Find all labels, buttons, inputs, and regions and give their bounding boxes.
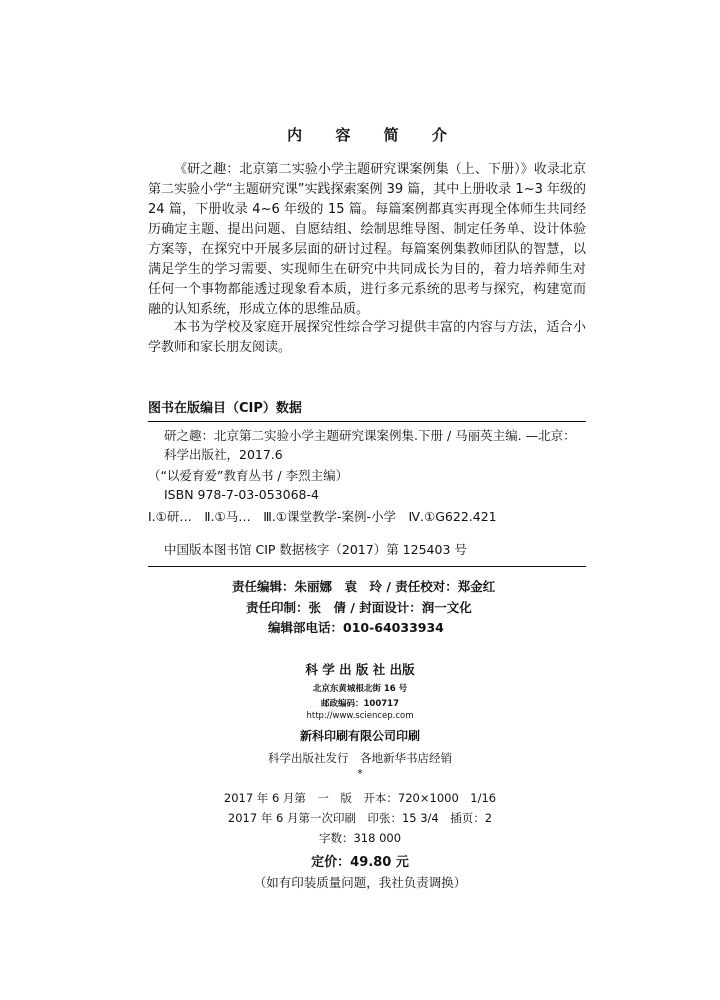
cip-bibliographic-entry: 研之趣：北京第二实验小学主题研究课案例集.下册 / 马丽英主编. —北京：科学出版社，2017.6 — [164, 428, 576, 462]
cip-series: （“以爱育爱”教育丛书 / 李烈主编） — [148, 468, 349, 483]
publisher-zip: 邮政编码：100717 — [321, 699, 399, 709]
edition-info: 2017 年 6 月第 一 版 开本：720×1000 1/16 — [223, 791, 497, 805]
intro-paragraph-2: 本书为学校及家庭开展探究性综合学习提供丰富的内容与方法，适合小学教师和家长朋友阅读。 — [148, 320, 586, 355]
publisher-url: http://www.sciencep.com — [306, 711, 414, 721]
cip-record-number: 中国版本图书馆 CIP 数据核字（2017）第 125403 号 — [164, 542, 467, 557]
page-title: 内 容 简 介 — [287, 126, 461, 144]
cip-heading: 图书在版编目（CIP）数据 — [148, 401, 302, 416]
word-count: 字数：318 000 — [318, 831, 402, 845]
distribution-info: 科学出版社发行 各地新华书店经销 — [268, 751, 452, 765]
price: 定价：49.80 元 — [311, 855, 409, 870]
cip-isbn: ISBN 978-7-03-053068-4 — [164, 487, 319, 502]
intro-paragraph-1: 《研之趣：北京第二实验小学主题研究课案例集（上、下册）》收录北京第二实验小学“主题研究课”实践探索案例 39 篇，其中上册收录 1~3 年级的 24 篇，下册收录 4~6 年级的 15 篇。每篇案例都真实再现全体师生共同经历确定主题、提出问题、自愿结组、绘制思维导图、制定任务单、设计体验方案等，在探究中开展多层面的研讨过程。每篇案例集教师团队的智慧，以满足学生的学习需要、实现师生在研究中共同成长为目的，着力培养师生对任何一个事物都能透过现象看本质，进行多元系统的思考与探究，构建宽而融的认知系统，形成立体的思维品质。 — [148, 162, 586, 317]
credit-editors: 责任编辑：朱丽娜 袁 玲 / 责任校对：郑金红 — [232, 579, 496, 594]
cip-classification: Ⅰ.①研… Ⅱ.①马… Ⅲ.①课堂教学-案例-小学 Ⅳ.①G622.421 — [148, 509, 497, 524]
publisher-address: 北京东黄城根北街 16 号 — [312, 684, 408, 694]
credit-printing-design: 责任印制：张 倩 / 封面设计：润一文化 — [246, 600, 472, 615]
credit-phone: 编辑部电话：010-64033934 — [268, 620, 444, 635]
printer-name: 新科印刷有限公司印刷 — [299, 729, 420, 743]
cip-top-divider — [148, 421, 586, 422]
printing-info: 2017 年 6 月第一次印刷 印张：15 3/4 插页：2 — [227, 811, 493, 825]
separator-mark: * — [357, 767, 363, 780]
quality-notice: （如有印装质量问题，我社负责调换） — [253, 875, 467, 890]
publisher-name: 科 学 出 版 社 出版 — [305, 662, 415, 677]
cip-bottom-divider — [148, 566, 586, 567]
